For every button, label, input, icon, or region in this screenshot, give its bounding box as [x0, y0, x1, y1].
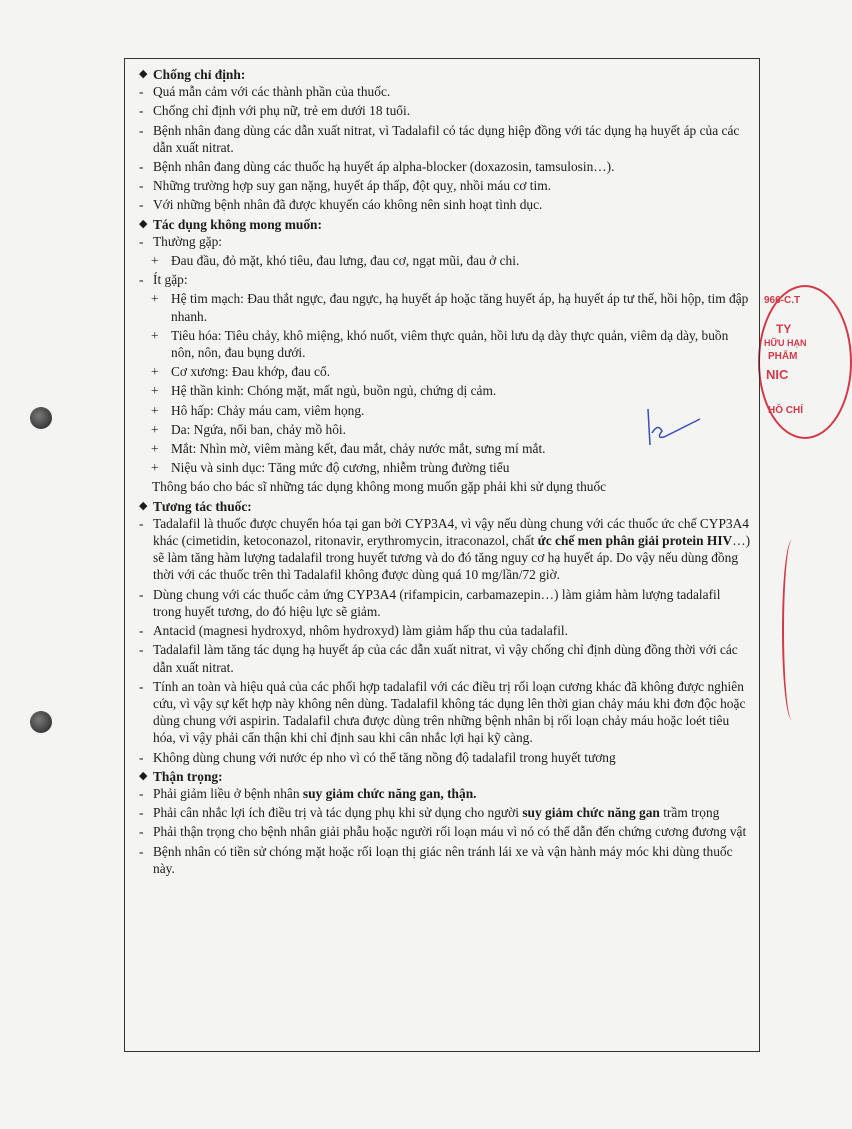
item-text: Không dùng chung với nước ép nho vì có thể tăng nồng độ tadalafil trong huyết tương	[153, 749, 616, 765]
list-item: - Bệnh nhân có tiền sử chóng mặt hoặc rối loạn thị giác nên tránh lái xe và vận hành máy móc khi dùng thuốc này.	[139, 843, 751, 877]
list-item: - Chống chỉ định với phụ nữ, trẻ em dưới 18 tuổi.	[139, 102, 751, 119]
text-run: Phải cân nhắc lợi ích điều trị và tác dụng phụ khi sử dụng cho người	[153, 805, 523, 821]
item-text: Cơ xương: Đau khớp, đau cổ.	[171, 364, 331, 380]
heading-text: Thận trọng:	[153, 768, 223, 784]
bold-text: ức chế men phân giải protein HIV	[537, 533, 733, 549]
list-item: - Bệnh nhân đang dùng các thuốc hạ huyết áp alpha-blocker (doxazosin, tamsulosin…).	[139, 158, 751, 175]
section-heading-precautions	[139, 768, 751, 785]
sub-item: + Tiêu hóa: Tiêu chảy, khô miệng, khó nuốt, viêm thực quản, hồi lưu dạ dày thực quản, viêm dạ dày, buồn nôn, nôn, đau bụng dưới.	[151, 327, 751, 361]
item-text: Với những bệnh nhân đã được khuyến cáo không nên sinh hoạt tình dục.	[153, 197, 543, 213]
stamp-line: HỒ CHÍ	[768, 405, 803, 416]
item-text: Antacid (magnesi hydroxyd, nhôm hydroxyd) làm giảm hấp thu của tadalafil.	[153, 623, 569, 639]
sub-item: + Mắt: Nhìn mờ, viêm màng kết, đau mắt, chảy nước mắt, sưng mí mắt.	[151, 440, 751, 457]
item-text: Hệ tim mạch: Đau thắt ngực, đau ngực, hạ huyết áp hoặc tăng huyết áp, hạ huyết áp tư thế, hồi hộp, tim đập nhanh.	[171, 291, 749, 324]
list-item: - Antacid (magnesi hydroxyd, nhôm hydroxyd) làm giảm hấp thu của tadalafil.	[139, 622, 751, 639]
diamond-bullet-icon: ◆	[139, 769, 148, 782]
sub-item: + Da: Ngứa, nổi ban, chảy mồ hôi.	[151, 421, 751, 438]
stamp-line: PHẨM	[768, 351, 798, 362]
item-text: Tính an toàn và hiệu quả của các phối hợp tadalafil với các điều trị rối loạn cương khác đã không được nghiên cứu, vì vậy sự kết hợp này không nên dùng. Tadalafil không tác dụng lên thời gian chảy máu khi đơn độc hoặc dùng chung với aspirin. Tadalafil chưa được dùng trên những bệnh nhân bị rối loạn chảy máu hoặc loét tiêu hóa, vì vậy phải cẩn thận khi chỉ định sau khi cân nhắc lợi hại kỹ càng.	[153, 678, 746, 746]
list-item: - Quá mẫn cảm với các thành phần của thuốc.	[139, 83, 751, 100]
item-text	[153, 515, 751, 584]
stamp-line: HỮU HẠN	[764, 338, 807, 348]
punch-hole-top	[30, 407, 52, 429]
list-item: - Phải cân nhắc lợi ích điều trị và tác dụng phụ khi sử dụng cho người suy giảm chức năng gan trầm trọng	[139, 804, 751, 821]
sub-item: + Cơ xương: Đau khớp, đau cổ.	[151, 363, 751, 380]
list-item-common: - Thường gặp:	[139, 233, 751, 250]
section-heading-interactions	[139, 498, 751, 515]
stamp-line: TY	[776, 322, 792, 336]
item-text: Dùng chung với các thuốc cảm ứng CYP3A4 (rifampicin, carbamazepin…) làm giảm hàm lượng tadalafil trong huyết tương, do đó hiệu lực sẽ giảm.	[153, 586, 721, 619]
heading-text: Tương tác thuốc:	[153, 498, 252, 514]
diamond-bullet-icon: ◆	[139, 68, 148, 80]
document-content	[124, 58, 760, 1052]
list-item: - Dùng chung với các thuốc cảm ứng CYP3A4 (rifampicin, carbamazepin…) làm giảm hàm lượng tadalafil trong huyết tương, do đó hiệu lực sẽ giảm.	[139, 586, 751, 620]
item-text: Thường gặp:	[153, 233, 223, 249]
item-text: Phải thận trọng cho bệnh nhân giải phẫu hoặc người rối loạn máu vì nó có thể dẫn đến chứng cương đương vật	[153, 824, 747, 840]
item-text: Da: Ngứa, nổi ban, chảy mồ hôi.	[171, 421, 346, 437]
diamond-bullet-icon: ◆	[139, 217, 148, 230]
text-run: Phải giảm liều ở bệnh nhân	[153, 785, 303, 801]
stamp-line: NIC	[766, 367, 789, 382]
sub-item: + Hệ tim mạch: Đau thắt ngực, đau ngực, hạ huyết áp hoặc tăng huyết áp, hạ huyết áp tư thế, hồi hộp, tim đập nhanh.	[151, 290, 751, 324]
item-text: Bệnh nhân có tiền sử chóng mặt hoặc rối loạn thị giác nên tránh lái xe và vận hành máy móc khi dùng thuốc này.	[153, 843, 733, 876]
list-item: - Tính an toàn và hiệu quả của các phối hợp tadalafil với các điều trị rối loạn cương khác đã không được nghiên cứu, vì vậy sự kết hợp này không nên dùng. Tadalafil không tác dụng lên thời gian chảy máu khi đơn độc hoặc dùng chung với aspirin. Tadalafil chưa được dùng trên những bệnh nhân bị rối loạn chảy máu hoặc loét tiêu hóa, vì vậy phải cẩn thận khi chỉ định sau khi cân nhắc lợi hại kỹ càng.	[139, 678, 751, 747]
list-item: - Những trường hợp suy gan nặng, huyết áp thấp, đột quỵ, nhồi máu cơ tim.	[139, 177, 751, 194]
item-text: Quá mẫn cảm với các thành phần của thuốc.	[153, 84, 391, 100]
item-text: Đau đầu, đỏ mặt, khó tiêu, đau lưng, đau cơ, ngạt mũi, đau ở chi.	[171, 253, 520, 269]
diamond-bullet-icon: ◆	[139, 499, 148, 512]
list-item: - Phải giảm liều ở bệnh nhân suy giảm chức năng gan, thận.	[139, 785, 751, 802]
item-text: Hệ thần kinh: Chóng mặt, mất ngủ, buồn ngủ, chứng dị cảm.	[171, 383, 497, 399]
sub-item: + Hô hấp: Chảy máu cam, viêm họng.	[151, 402, 751, 419]
list-item: - Phải thận trọng cho bệnh nhân giải phẫu hoặc người rối loạn máu vì nó có thể dẫn đến chứng cương đương vật	[139, 823, 751, 840]
bold-text: suy giảm chức năng gan, thận.	[302, 785, 477, 801]
punch-hole-bottom	[30, 711, 52, 733]
section-heading-side-effects	[139, 216, 751, 233]
section-heading-contraindications	[139, 66, 751, 83]
text-run: …) sẽ làm tăng hàm lượng tadalafil trong huyết tương và do đó tăng nguy cơ hạ huyết áp. Do vậy nếu dùng đồng thời với các thuốc trên thì Tadalafil không được dùng quá 10 mg/lần/72 giờ.	[153, 533, 751, 583]
item-text: Bệnh nhân đang dùng các thuốc hạ huyết áp alpha-blocker (doxazosin, tamsulosin…).	[153, 159, 615, 175]
item-text: Hô hấp: Chảy máu cam, viêm họng.	[171, 402, 365, 418]
company-stamp	[758, 285, 852, 439]
list-item: - Tadalafil là thuốc được chuyển hóa tại gan bởi CYP3A4, vì vậy nếu dùng chung với các thuốc ức chế CYP3A4 khác (cimetidin, ketoconazol, ritonavir, erythromycin, itraconazol, chất ức chế men phân giải protein HIV…) sẽ làm tăng hàm lượng tadalafil trong huyết tương và do đó tăng nguy cơ hạ huyết áp. Do vậy nếu dùng đồng thời với các thuốc trên thì Tadalafil không được dùng quá 10 mg/lần/72 giờ.	[139, 515, 751, 583]
heading-text: Chống chỉ định:	[153, 67, 246, 82]
text-run: trầm trọng	[659, 805, 720, 821]
sub-item: + Niệu và sinh dục: Tăng mức độ cương, nhiễm trùng đường tiểu	[151, 459, 751, 476]
list-item-uncommon: - Ít gặp:	[139, 271, 751, 288]
item-text: Những trường hợp suy gan nặng, huyết áp thấp, đột quỵ, nhồi máu cơ tim.	[153, 178, 551, 194]
item-text: Chống chỉ định với phụ nữ, trẻ em dưới 18 tuổi.	[153, 103, 411, 119]
item-text: Bệnh nhân đang dùng các dẫn xuất nitrat, vì Tadalafil có tác dụng hiệp đồng với tác dụng hạ huyết áp của các dẫn xuất nitrat.	[153, 122, 740, 155]
text-run: Tadalafil là thuốc được chuyển hóa tại gan bởi CYP3A4, vì vậy nếu dùng chung với các thuốc ức chế CYP3A4 khác (cimetidin, ketoconazol, ritonavir, erythromycin, itraconazol, chất	[153, 515, 749, 549]
heading-text: Tác dụng không mong muốn:	[153, 216, 322, 232]
sub-item: + Đau đầu, đỏ mặt, khó tiêu, đau lưng, đau cơ, ngạt mũi, đau ở chi.	[151, 252, 751, 269]
item-text: Mắt: Nhìn mờ, viêm màng kết, đau mắt, chảy nước mắt, sưng mí mắt.	[171, 441, 546, 457]
item-text	[153, 785, 751, 802]
list-item: - Tadalafil làm tăng tác dụng hạ huyết áp của các dẫn xuất nitrat, vì vậy chống chỉ định dùng đồng thời với các dẫn xuất nitrat.	[139, 641, 751, 675]
list-item: - Bệnh nhân đang dùng các dẫn xuất nitrat, vì Tadalafil có tác dụng hiệp đồng với tác dụng hạ huyết áp của các dẫn xuất nitrat.	[139, 122, 751, 156]
sub-item: + Hệ thần kinh: Chóng mặt, mất ngủ, buồn ngủ, chứng dị cảm.	[151, 382, 751, 399]
stamp-line: 966-C.T	[764, 295, 801, 306]
side-effects-notice: Thông báo cho bác sĩ những tác dụng không mong muốn gặp phải khi sử dụng thuốc	[152, 479, 607, 495]
item-text: Niệu và sinh dục: Tăng mức độ cương, nhiễm trùng đường tiểu	[171, 460, 510, 476]
item-text: Ít gặp:	[153, 272, 188, 288]
bold-text: suy giảm chức năng gan	[522, 805, 660, 821]
stamp-edge-mark	[782, 540, 802, 720]
item-text	[153, 804, 751, 821]
list-item: - Không dùng chung với nước ép nho vì có thể tăng nồng độ tadalafil trong huyết tương	[139, 749, 751, 766]
list-item: - Với những bệnh nhân đã được khuyến cáo không nên sinh hoạt tình dục.	[139, 196, 751, 213]
item-text: Tadalafil làm tăng tác dụng hạ huyết áp của các dẫn xuất nitrat, vì vậy chống chỉ định dùng đồng thời với các dẫn xuất nitrat.	[153, 642, 738, 675]
item-text: Tiêu hóa: Tiêu chảy, khô miệng, khó nuốt, viêm thực quản, hồi lưu dạ dày thực quản, viêm dạ dày, buồn nôn, nôn, đau bụng dưới.	[171, 327, 729, 361]
